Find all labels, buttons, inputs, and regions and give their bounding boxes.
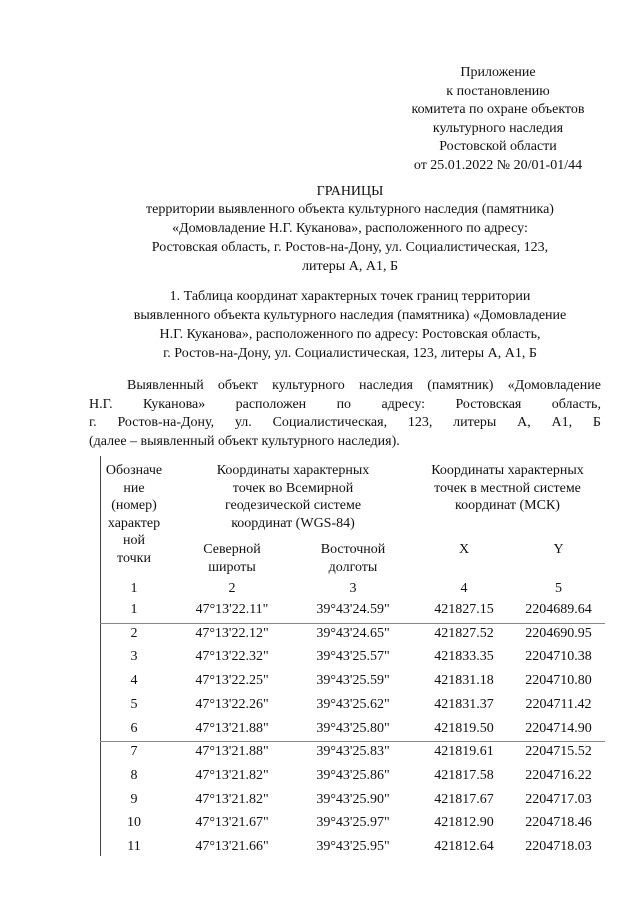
header-text: точек во Всемирной [232,480,354,496]
header-text: Северной [203,542,261,557]
header-text: геодезической системе [224,498,362,513]
caption-line: выявленного объекта культурного наследия (памятника) «Домовладение [133,308,567,323]
word: (памятник) [427,378,494,393]
table-cell: 47°13'21.88" [195,720,269,736]
subheader-north [178,541,286,576]
table-cell: 39°43'25.59" [316,673,390,689]
word: объект [217,378,258,393]
table-cell: 47°13'22.26" [195,696,269,712]
subtitle-line: Ростовская область, г. Ростов-на-Дону, ул. Социалистическая, 123, [151,240,549,255]
caption-line: 1. Таблица координат характерных точек границ территории [169,289,531,304]
table-cell: 39°43'25.95" [316,839,390,854]
coordinates-table [100,456,605,856]
subtitle-line: «Домовладение Н.Г. Куканова», расположенного по адресу: [172,221,528,236]
table-cell: 2204716.22 [525,767,592,783]
subtitle-line: территории выявленного объекта культурного наследия (памятника) [146,202,554,217]
word: г. [89,415,97,431]
table-cell: 2 [130,625,138,641]
table-cell: 2204711.42 [525,696,592,712]
table-cell: 47°13'21.88" [195,744,269,760]
table-cell: 421831.18 [434,673,494,689]
subheader-east [298,541,408,576]
word: Ростов-на-Дону, [117,415,215,431]
header-text: характер [107,515,161,531]
caption-line: Н.Г. Куканова», расположенного по адресу: Ростовская область, [159,327,541,342]
header-text: широты [208,559,256,575]
paragraph-line [89,377,601,396]
table-cell: 2204690.95 [525,625,592,641]
table-cell: 7 [130,744,138,760]
header-text: ние [123,480,145,496]
word: область, [551,396,601,412]
word: Б [592,415,601,431]
table-cell: 421812.90 [434,815,494,831]
table-cell: 2204710.80 [525,673,592,689]
table-cell: 39°43'25.80" [316,720,390,736]
table-cell: 421817.58 [434,767,494,783]
table-cell: 5 [130,696,138,712]
table-cell: 11 [127,839,141,854]
table-cell: 2204715.52 [525,744,592,760]
caption-line: г. Ростов-на-Дону, ул. Социалистическая, 123, литеры А, А1, Б [163,346,537,361]
table-cell: 39°43'25.86" [316,767,390,783]
table-cell: 10 [127,815,141,831]
header-text: точки [117,550,151,566]
table-cell: 47°13'22.12" [195,625,269,641]
table-cell: 39°43'25.83" [316,744,390,760]
header-wgs84 [178,462,408,532]
word: по [336,396,352,412]
appendix-line: культурного наследия [432,120,564,136]
table-cell: 421827.52 [434,625,494,641]
table-cell: 47°13'21.82" [195,767,269,783]
column-number: 3 [349,581,357,596]
table-cell: 9 [130,791,138,807]
table-cell: 421831.37 [434,696,494,712]
word: культурного [272,378,345,393]
subheader-x: X [458,542,470,557]
header-text: ной [123,533,145,548]
word: расположен [235,396,307,412]
word: «Домовладение [507,378,601,393]
subheader-y: Y [553,542,564,557]
header-text: точек в местной системе [434,480,581,496]
table-cell: 47°13'21.66" [195,839,269,854]
word: Н.Г. [89,396,113,412]
table-cell: 2204714.90 [525,720,592,736]
document-subtitle [90,200,610,276]
table-cell: 4 [130,673,138,689]
table-cell: 421817.67 [434,791,494,807]
table-cell: 1 [130,602,138,617]
description-paragraph [89,377,601,451]
header-text: долготы [328,559,378,575]
appendix-line: к постановлению [446,83,550,99]
word: литеры [453,415,497,431]
paragraph-line [89,414,601,433]
word: Ростовская [455,396,522,412]
word: А, [517,415,531,431]
word: адресу: [381,396,426,412]
table-cell: 47°13'21.67" [195,815,269,831]
word: 123, [407,415,433,431]
table-cell: 47°13'21.82" [195,791,269,807]
appendix-line: Приложение [460,65,536,80]
table-cell: 2204718.03 [525,839,592,854]
table-cell: 2204689.64 [525,602,592,617]
header-text: Координаты характерных [431,463,584,478]
table-cell: 421833.35 [434,649,494,665]
table-cell: 2204718.46 [525,815,592,831]
table-cell: 39°43'25.57" [316,649,390,665]
table-cell: 39°43'25.62" [316,696,390,712]
table-cell: 47°13'22.32" [195,649,269,665]
table-cell: 2204710.38 [525,649,592,665]
column-number: 5 [555,581,562,596]
subtitle-line: литеры А, А1, Б [302,259,398,274]
table-caption [90,287,610,363]
paragraph-line: (далее – выявленный объект культурного наследия). [89,433,400,449]
word: наследия [358,378,413,393]
header-text: координат (WGS-84) [231,515,355,531]
paragraph-line [89,396,601,415]
table-cell: 3 [130,649,138,665]
word: Куканова» [143,396,206,412]
table-row-divider [100,741,605,742]
header-text: Координаты характерных [216,463,370,478]
table-cell: 47°13'22.25" [195,673,269,689]
word: ул. [234,415,252,431]
word: Выявленный [127,378,204,393]
header-msk [410,462,605,515]
column-number: 1 [130,581,138,596]
column-number: 4 [460,581,468,596]
table-cell: 39°43'24.59" [316,602,390,617]
column-number: 2 [228,581,236,596]
table-cell: 39°43'25.97" [316,815,390,831]
document-title: ГРАНИЦЫ [316,184,384,199]
header-text: Обозначе [105,463,163,478]
table-row-divider [100,623,605,624]
table-cell: 421819.50 [434,720,494,736]
appendix-block [398,64,598,175]
table-cell: 421827.15 [434,602,494,617]
header-text: Восточной [320,542,386,557]
header-text: (номер) [111,498,157,513]
word: Социалистическая, [272,415,388,431]
appendix-line: Ростовской области [439,139,557,154]
table-cell: 8 [130,767,138,783]
table-cell: 6 [130,720,138,736]
word: А1, [551,415,573,431]
table-cell: 421819.61 [434,744,494,760]
table-cell: 2204717.03 [525,791,592,807]
header-point-number [100,462,168,567]
header-text: координат (МСК) [455,498,560,513]
appendix-line: комитета по охране объектов [411,102,585,117]
table-cell: 421812.64 [434,839,494,854]
table-cell: 39°43'25.90" [316,791,390,807]
appendix-line: от 25.01.2022 № 20/01-01/44 [413,157,583,173]
table-cell: 47°13'22.11" [195,602,269,617]
table-cell: 39°43'24.65" [316,625,390,641]
